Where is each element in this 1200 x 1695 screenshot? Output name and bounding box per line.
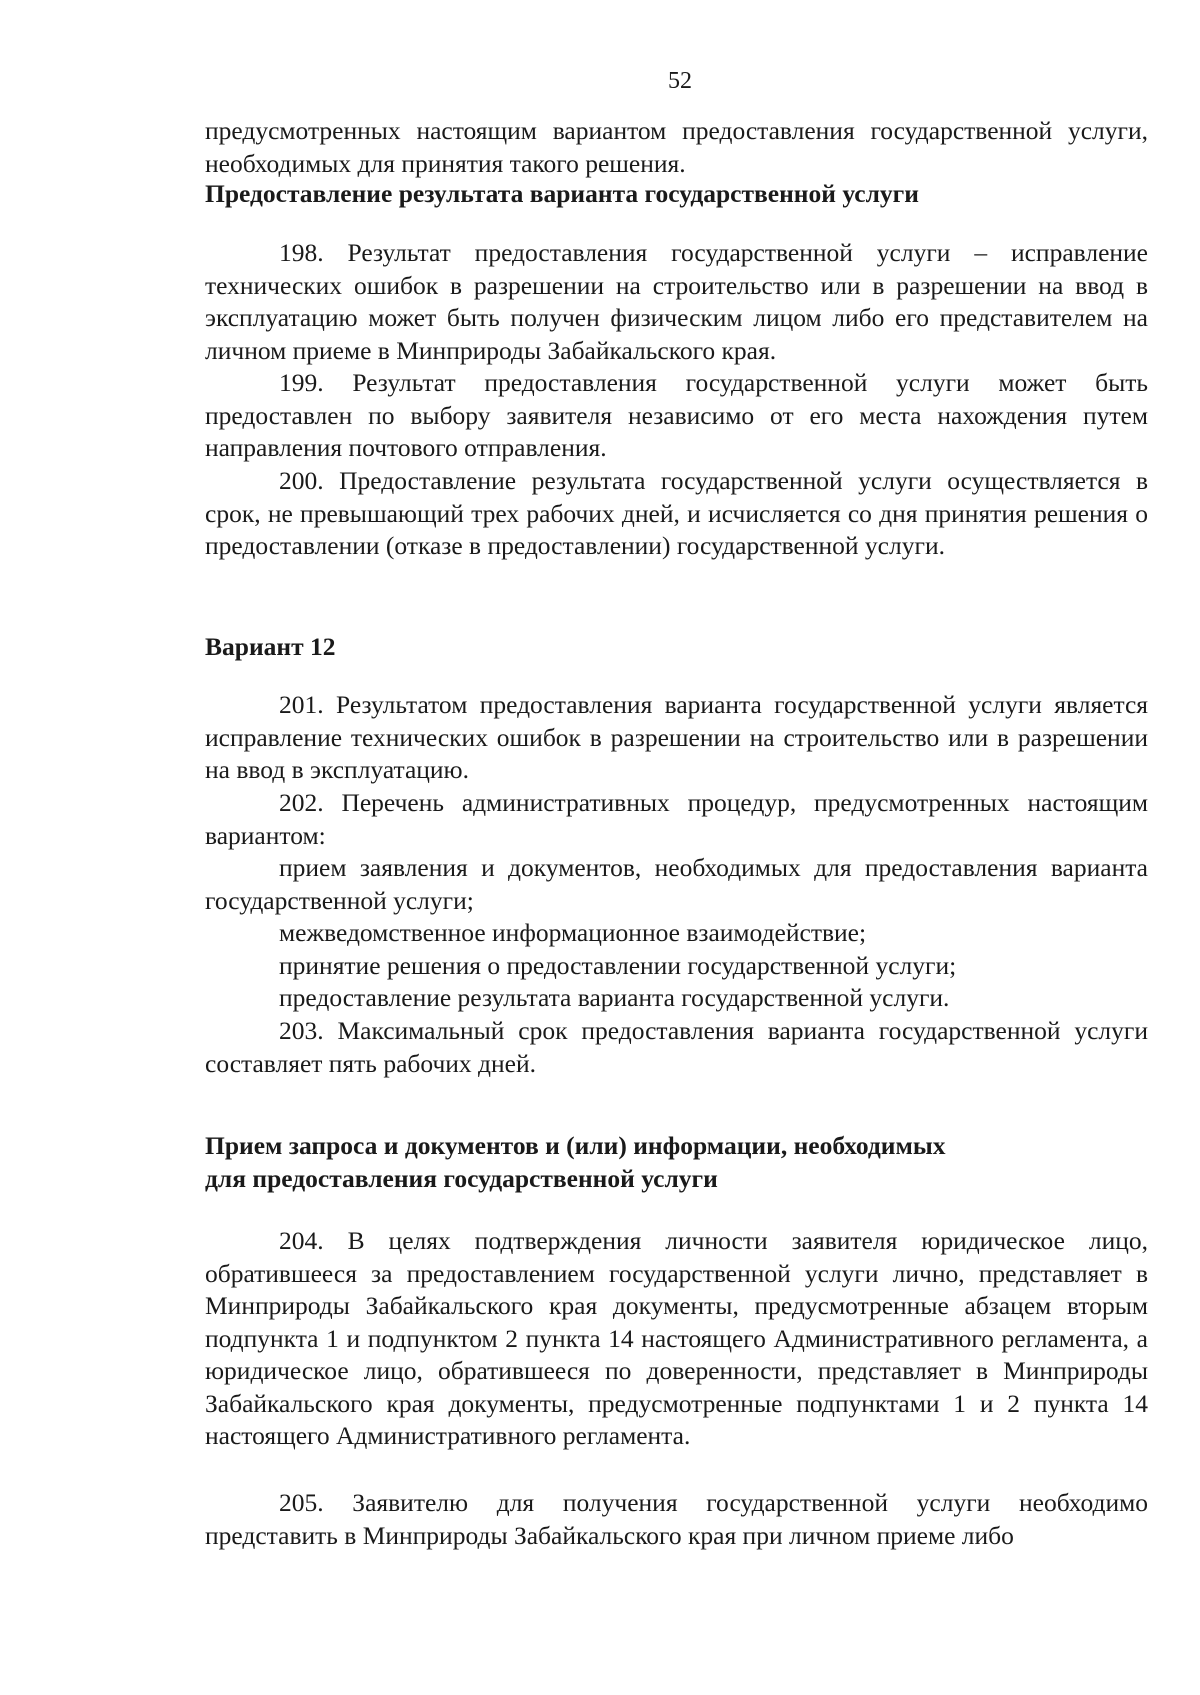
paragraph-202: 202. Перечень административных процедур, предусмотренных настоящим вариантом: bbox=[205, 788, 1148, 850]
list-item: межведомственное информационное взаимодействие; bbox=[279, 918, 867, 947]
paragraph-198: 198. Результат предоставления государственной услуги – исправление технических ошибок в разрешении на строительство или в разрешении на ввод в эксплуатацию может быть получен физическим лицом либо его представителем на личном приеме в Минприроды Забайкальского края. bbox=[205, 238, 1148, 365]
paragraph-201: 201. Результатом предоставления варианта государственной услуги является исправление технических ошибок в разрешении на строительство или в разрешении на ввод в эксплуатацию. bbox=[205, 690, 1148, 784]
paragraph-203: 203. Максимальный срок предоставления варианта государственной услуги составляет пять рабочих дней. bbox=[205, 1016, 1148, 1078]
section-heading: Прием запроса и документов и (или) информации, необходимых для предоставления государственной услуги bbox=[205, 1131, 946, 1193]
paragraph-199: 199. Результат предоставления государственной услуги может быть предоставлен по выбору заявителя независимо от его места нахождения путем направления почтового отправления. bbox=[205, 368, 1148, 462]
list-item: прием заявления и документов, необходимых для предоставления варианта государственной услуги; bbox=[205, 853, 1148, 915]
variant-heading: Вариант 12 bbox=[205, 632, 336, 661]
paragraph-200: 200. Предоставление результата государственной услуги осуществляется в срок, не превышающий трех рабочих дней, и исчисляется со дня принятия решения о предоставлении (отказе в предоставлении) государственной услуги. bbox=[205, 466, 1148, 560]
list-item: предоставление результата варианта государственной услуги. bbox=[279, 983, 950, 1012]
paragraph-204: 204. В целях подтверждения личности заявителя юридическое лицо, обратившееся за предоставлением государственной услуги лично, представляет в Минприроды Забайкальского края документы, предусмотренные абзацем вторым подпункта 1 и подпунктом 2 пункта 14 настоящего Административного регламента, а юридическое лицо, обратившееся по доверенности, представляет в Минприроды Забайкальского края документы, предусмотренные подпунктами 1 и 2 пункта 14 настоящего Административного регламента. bbox=[205, 1226, 1148, 1450]
paragraph-continuation: предусмотренных настоящим вариантом предоставления государственной услуги, необходимых для принятия такого решения. bbox=[205, 116, 1148, 178]
list-item: принятие решения о предоставлении государственной услуги; bbox=[279, 951, 957, 980]
paragraph-205: 205. Заявителю для получения государственной услуги необходимо представить в Минприроды Забайкальского края при личном приеме либо bbox=[205, 1488, 1148, 1550]
section-heading: Предоставление результата варианта государственной услуги bbox=[205, 179, 919, 208]
page-number: 52 bbox=[668, 68, 692, 94]
